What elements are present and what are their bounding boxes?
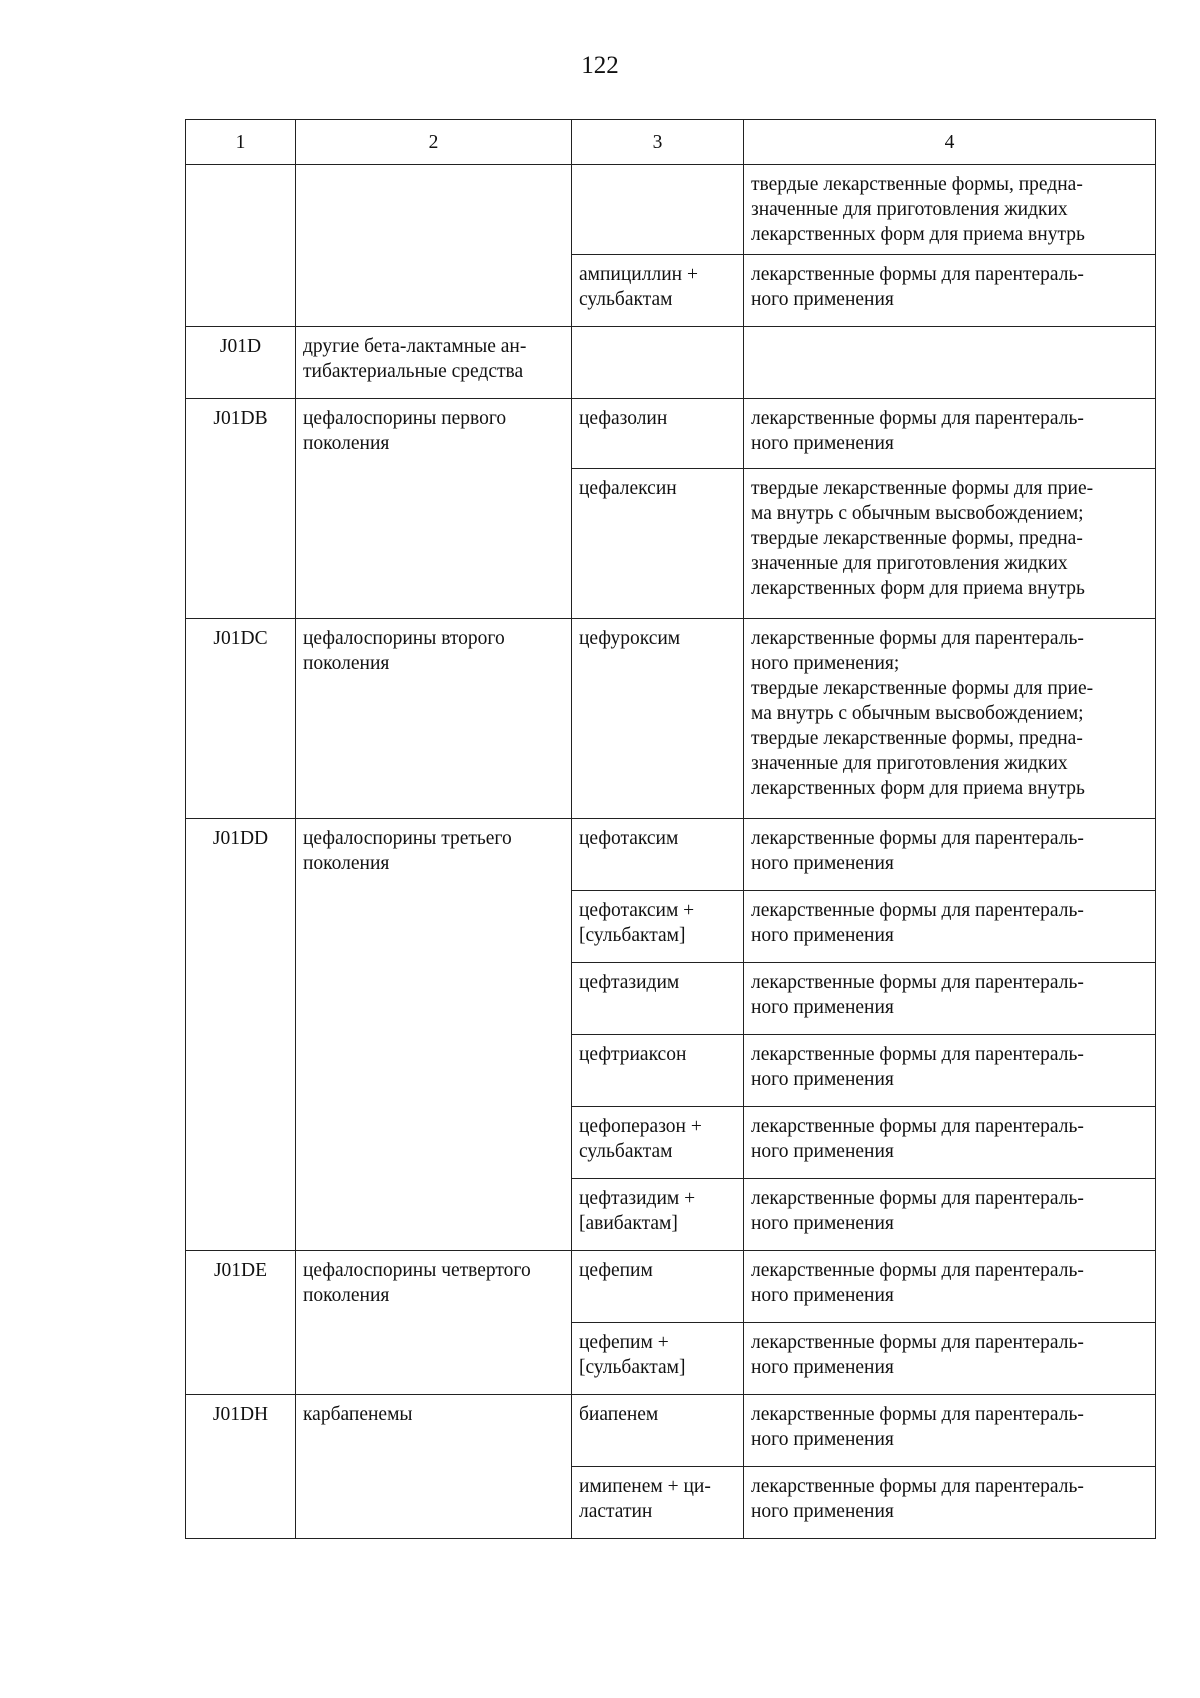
group-name-cell: цефалоспорины четвертого поколения — [296, 1251, 572, 1395]
column-header: 3 — [572, 120, 744, 165]
drug-name-cell: ампициллин + сульбактам — [572, 255, 744, 327]
drug-name-cell: цефтриаксон — [572, 1035, 744, 1107]
drug-name-cell: цефалексин — [572, 469, 744, 619]
drug-name-cell: цефтазидим + [авибактам] — [572, 1179, 744, 1251]
drug-name-cell — [572, 165, 744, 255]
dosage-form-cell: твердые лекарственные формы для прие- ма внутрь с обычным высвобождением; твердые лекарственные формы, предна- значенные для приготовления жидких лекарственных форм для приема внутрь — [744, 469, 1156, 619]
table-row — [186, 1251, 1156, 1323]
drug-name-cell — [572, 327, 744, 399]
group-name-cell: цефалоспорины первого поколения — [296, 399, 572, 619]
atc-code-cell: J01DE — [186, 1251, 296, 1395]
dosage-form-cell: лекарственные формы для парентераль- ного применения — [744, 891, 1156, 963]
page-number: 122 — [581, 52, 619, 79]
table-row — [186, 327, 1156, 399]
drug-name-cell: биапенем — [572, 1395, 744, 1467]
drug-name-cell: цефоперазон + сульбактам — [572, 1107, 744, 1179]
dosage-form-cell: лекарственные формы для парентераль- ного применения — [744, 1035, 1156, 1107]
dosage-form-cell: лекарственные формы для парентераль- ного применения — [744, 819, 1156, 891]
table-header-row — [186, 120, 1156, 165]
dosage-form-cell: лекарственные формы для парентераль- ного применения — [744, 1323, 1156, 1395]
atc-code-cell: J01DB — [186, 399, 296, 619]
drug-name-cell: имипенем + ци- ластатин — [572, 1467, 744, 1539]
drug-table — [185, 119, 1156, 1539]
dosage-form-cell: лекарственные формы для парентераль- ного применения — [744, 963, 1156, 1035]
column-header: 1 — [186, 120, 296, 165]
dosage-form-cell: лекарственные формы для парентераль- ного применения — [744, 1107, 1156, 1179]
drug-name-cell: цефазолин — [572, 399, 744, 469]
drug-name-cell: цефепим + [сульбактам] — [572, 1323, 744, 1395]
column-header: 4 — [744, 120, 1156, 165]
atc-code-cell: J01DH — [186, 1395, 296, 1539]
dosage-form-cell: лекарственные формы для парентераль- ного применения; твердые лекарственные формы для прие- ма внутрь с обычным высвобождением; твердые лекарственные формы, предна- значенные для приготовления жидких лекарственных форм для приема внутрь — [744, 619, 1156, 819]
table-row — [186, 819, 1156, 891]
dosage-form-cell — [744, 327, 1156, 399]
dosage-form-cell: лекарственные формы для парентераль- ного применения — [744, 1251, 1156, 1323]
atc-code-cell: J01DC — [186, 619, 296, 819]
atc-code-cell: J01DD — [186, 819, 296, 1251]
column-header: 2 — [296, 120, 572, 165]
group-name-cell — [296, 165, 572, 327]
dosage-form-cell: лекарственные формы для парентераль- ного применения — [744, 255, 1156, 327]
dosage-form-cell: твердые лекарственные формы, предна- значенные для приготовления жидких лекарственных форм для приема внутрь — [744, 165, 1156, 255]
dosage-form-cell: лекарственные формы для парентераль- ного применения — [744, 399, 1156, 469]
group-name-cell: цефалоспорины третьего поколения — [296, 819, 572, 1251]
table-row — [186, 1395, 1156, 1467]
dosage-form-cell: лекарственные формы для парентераль- ного применения — [744, 1395, 1156, 1467]
table-row — [186, 165, 1156, 255]
drug-name-cell: цефотаксим — [572, 819, 744, 891]
table-row — [186, 399, 1156, 469]
table-row — [186, 619, 1156, 819]
group-name-cell: другие бета-лактамные ан- тибактериальные средства — [296, 327, 572, 399]
drug-name-cell: цефепим — [572, 1251, 744, 1323]
dosage-form-cell: лекарственные формы для парентераль- ного применения — [744, 1179, 1156, 1251]
atc-code-cell: J01D — [186, 327, 296, 399]
group-name-cell: карбапенемы — [296, 1395, 572, 1539]
atc-code-cell — [186, 165, 296, 327]
drug-name-cell: цефтазидим — [572, 963, 744, 1035]
drug-name-cell: цефуроксим — [572, 619, 744, 819]
group-name-cell: цефалоспорины второго поколения — [296, 619, 572, 819]
drug-name-cell: цефотаксим + [сульбактам] — [572, 891, 744, 963]
dosage-form-cell: лекарственные формы для парентераль- ного применения — [744, 1467, 1156, 1539]
